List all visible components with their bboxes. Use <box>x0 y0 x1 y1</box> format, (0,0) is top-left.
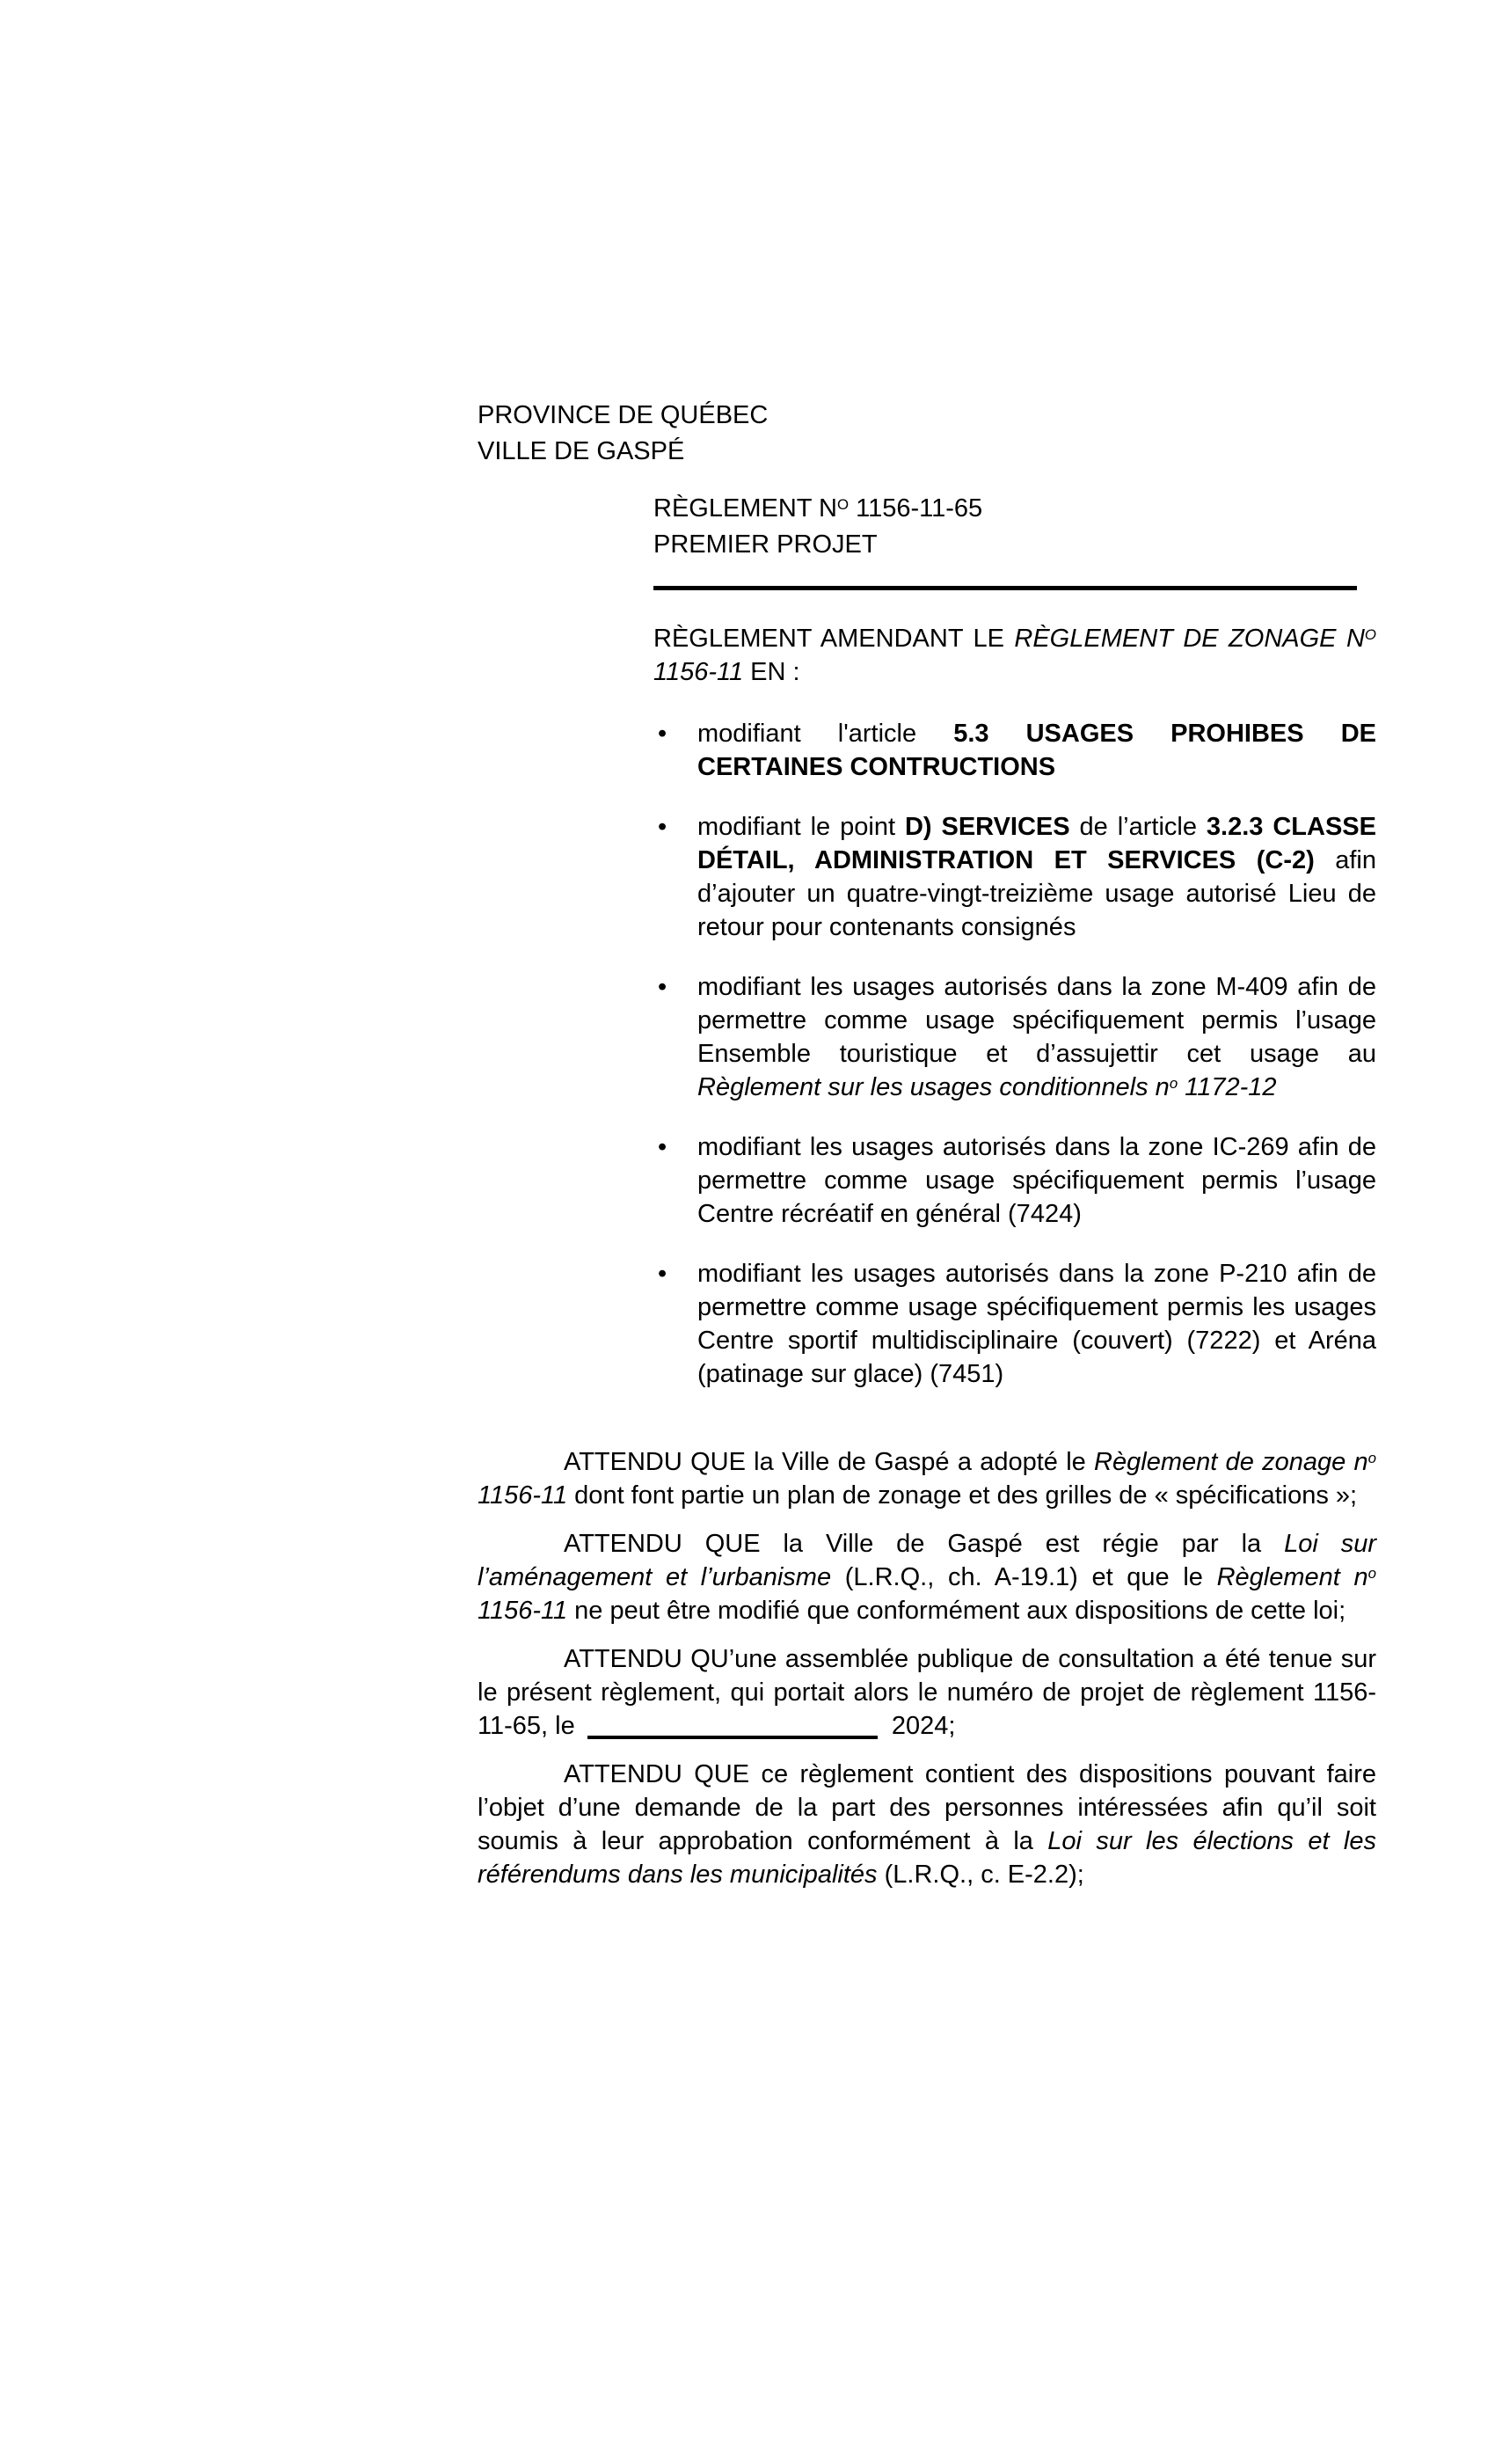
recital-paragraph: ATTENDU QUE la Ville de Gaspé a adopté le Règlement de zonage $n^o$ 1156-11 dont font partie un plan de zonage et des grilles de « spécifications »; <box>478 1448 1376 1510</box>
recitals-section <box>478 1445 1376 1891</box>
bullet-item: • modifiant le point D) SERVICES de l’article 3.2.3 CLASSE DÉTAIL, ADMINISTRATION ET SERVICES (C-2) afin d’ajouter un quatre-vingt-treizième usage autorisé Lieu de retour pour contenants consignés <box>659 810 1376 944</box>
document-header <box>478 398 1376 470</box>
header-province: PROVINCE DE QUÉBEC <box>478 401 769 429</box>
bullet-item: • modifiant les usages autorisés dans la zone P-210 afin de permettre comme usage spécifiquement permis les usages Centre sportif multidisciplinaire (couvert) (7222) et Aréna (patinage sur glace) (7451) <box>659 1257 1376 1391</box>
bullet-item: • modifiant les usages autorisés dans la zone IC-269 afin de permettre comme usage spécifiquement permis l’usage Centre récréatif en général (7424) <box>659 1130 1376 1231</box>
bullet-item: • modifiant l'article 5.3 USAGES PROHIBES DE CERTAINES CONTRUCTIONS <box>659 717 1376 784</box>
recital-paragraph: ATTENDU QUE ce règlement contient des dispositions pouvant faire l’objet d’une demande de la part des personnes intéressées afin qu’il soit soumis à leur approbation conformément à la Loi sur les élections et les référendums dans les municipalités (L.R.Q., c. E-2.2); <box>478 1760 1376 1889</box>
amending-title: RÈGLEMENT AMENDANT LE RÈGLEMENT DE ZONAGE $N^O$ 1156-11 EN : <box>653 625 1376 686</box>
regulation-title-block <box>653 491 1376 689</box>
recital-paragraph: ATTENDU QU’une assemblée publique de consultation a été tenue sur le présent règlement, qui portait alors le numéro de projet de règlement 1156-11-65, le 2024; <box>478 1645 1376 1740</box>
header-ville: VILLE DE GASPÉ <box>478 437 685 465</box>
fill-in-blank-line <box>587 1736 878 1739</box>
bullet-list <box>659 717 1376 1391</box>
regulation-subtitle: PREMIER PROJET <box>653 530 878 559</box>
horizontal-rule <box>653 586 1357 590</box>
bullet-item: • modifiant les usages autorisés dans la zone M-409 afin de permettre comme usage spécifiquement permis l’usage Ensemble touristique et d’assujettir cet usage au Règlement sur les usages conditionnels $n^o$ 1172-12 <box>659 970 1376 1104</box>
regulation-number: RÈGLEMENT $N^O$ 1156-11-65 <box>653 494 983 523</box>
recital-paragraph: ATTENDU QUE la Ville de Gaspé est régie par la Loi sur l’aménagement et l’urbanisme (L.R.Q., ch. A-19.1) et que le Règlement $n^o$ 1156-11 ne peut être modifié que conformément aux dispositions de cette loi; <box>478 1530 1376 1625</box>
